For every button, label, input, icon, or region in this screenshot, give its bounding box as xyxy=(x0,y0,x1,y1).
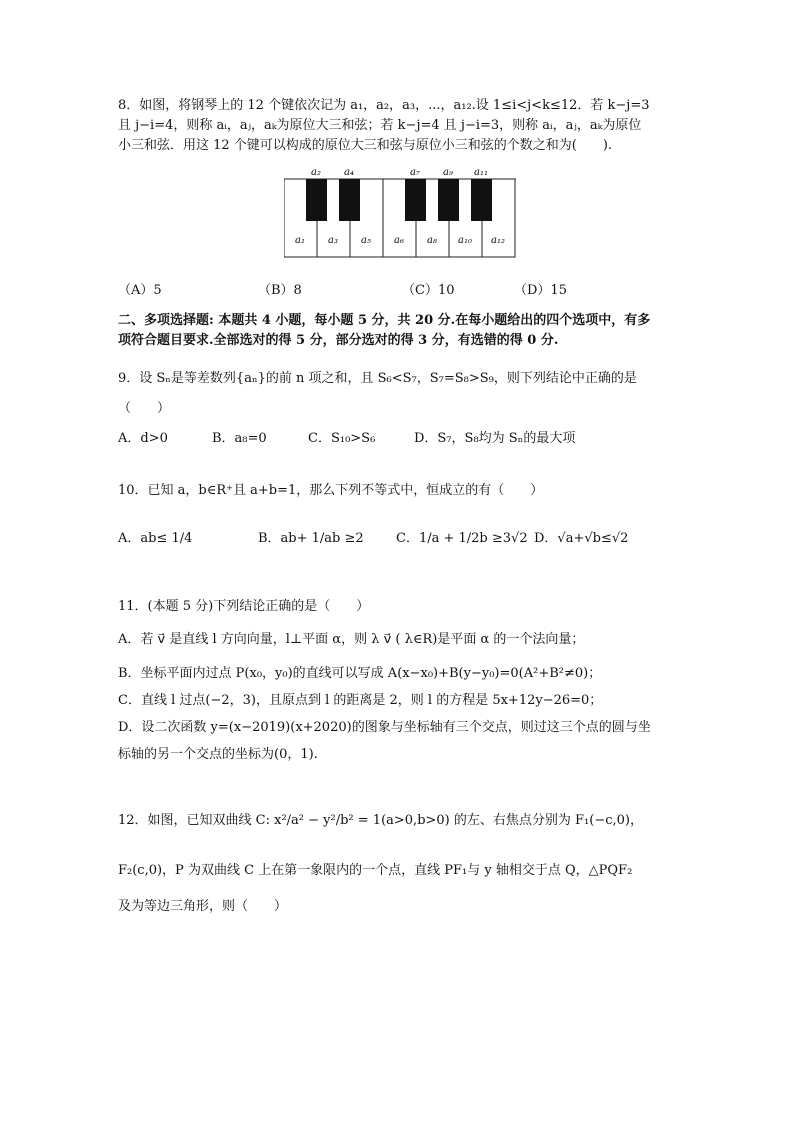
black-key-label: a₁₁ xyxy=(474,167,488,178)
white-key-label: a₁₀ xyxy=(458,235,472,246)
black-key-label: a₇ xyxy=(410,167,420,178)
black-key-label: a₉ xyxy=(443,167,453,178)
black-key-label: a₂ xyxy=(311,167,321,178)
black-key-label: a₄ xyxy=(344,167,354,178)
q10-option-d: D．√a+√b≤√2 xyxy=(534,531,629,546)
q10-option-c: C．1/a + 1/2b ≥3√2 xyxy=(396,531,528,546)
q9-option-b: B．a₈=0 xyxy=(212,431,267,446)
black-key-7 xyxy=(405,179,426,221)
q12-stem-line1: 12．如图，已知双曲线 C: x²/a² − y²/b² = 1(a>0,b>0) 的左、右焦点分别为 F₁(−c,0)， xyxy=(118,813,643,828)
q9-option-d: D．S₇，S₈均为 Sₙ的最大项 xyxy=(414,431,576,446)
section-heading-line1: 二、多项选择题: 本题共 4 小题，每小题 5 分，共 20 分.在每小题给出的四个选项中，有多 xyxy=(118,313,651,328)
q8-option-b: （B）8 xyxy=(258,283,302,298)
q10-option-b: B．ab+ 1/ab ≥2 xyxy=(258,531,364,546)
section-heading-line2: 项符合题目要求.全部选对的得 5 分，部分选对的得 3 分，有选错的得 0 分. xyxy=(118,333,559,348)
q8-stem-line2: 且 j−i=4，则称 aᵢ，aⱼ，aₖ为原位大三和弦；若 k−j=4 且 j−i=3，则称 aᵢ，aⱼ，aₖ为原位 xyxy=(118,118,642,133)
q11-option-d-line1: D．设二次函数 y=(x−2019)(x+2020)的图象与坐标轴有三个交点，则过这三个点的圆与坐 xyxy=(118,720,651,735)
q11-option-a: A．若 v⃗ 是直线 l 方向向量，l⊥平面 α，则 λ v⃗ ( λ∈R)是平面 α 的一个法向量； xyxy=(118,632,585,647)
q9-option-a: A．d>0 xyxy=(118,431,168,446)
q12-stem-line3: 及为等边三角形，则（ ） xyxy=(118,899,288,914)
q8-stem-line3: 小三和弦．用这 12 个键可以构成的原位大三和弦与原位小三和弦的个数之和为( ). xyxy=(118,138,613,153)
black-key-11 xyxy=(471,179,492,221)
white-key-label: a₃ xyxy=(328,235,338,246)
black-key-4 xyxy=(339,179,360,221)
q11-stem: 11．(本题 5 分)下列结论正确的是（ ） xyxy=(118,599,370,614)
q9-stem-line2: （ ） xyxy=(118,401,171,416)
q11-option-b: B．坐标平面内过点 P(x₀，y₀)的直线可以写成 A(x−x₀)+B(y−y₀)=0(A²+B²≠0)； xyxy=(118,666,602,681)
q9-stem-line1: 9．设 Sₙ是等差数列{aₙ}的前 n 项之和，且 S₆<S₇，S₇=S₈>S₉，则下列结论中正确的是 xyxy=(118,371,637,386)
q12-stem-line2: F₂(c,0)，P 为双曲线 C 上在第一象限内的一个点，直线 PF₁与 y 轴相交于点 Q，△PQF₂ xyxy=(118,863,633,878)
q11-option-c: C．直线 l 过点(−2，3)，且原点到 l 的距离是 2，则 l 的方程是 5x+12y−26=0； xyxy=(118,693,603,708)
black-key-2 xyxy=(306,179,327,221)
q11-option-d-line2: 标轴的另一个交点的坐标为(0，1). xyxy=(118,747,318,762)
q9-option-c: C．S₁₀>S₆ xyxy=(308,431,376,446)
q8-option-a: （A）5 xyxy=(118,283,162,298)
white-key-label: a₆ xyxy=(394,235,404,246)
white-key-label: a₁₂ xyxy=(491,235,505,246)
q10-stem: 10．已知 a，b∈R⁺且 a+b=1，那么下列不等式中，恒成立的有（ ） xyxy=(118,483,544,498)
piano-keyboard-figure xyxy=(284,163,516,259)
q10-option-a: A．ab≤ 1/4 xyxy=(118,531,193,546)
q8-stem-line1: 8．如图，将钢琴上的 12 个键依次记为 a₁，a₂，a₃，...，a₁₂.设 1≤i<j<k≤12．若 k−j=3 xyxy=(118,98,650,113)
white-key-label: a₅ xyxy=(361,235,371,246)
white-key-label: a₁ xyxy=(295,235,305,246)
q8-option-c: （C）10 xyxy=(402,283,455,298)
q8-option-d: （D）15 xyxy=(514,283,567,298)
black-key-9 xyxy=(438,179,459,221)
white-key-label: a₈ xyxy=(427,235,437,246)
